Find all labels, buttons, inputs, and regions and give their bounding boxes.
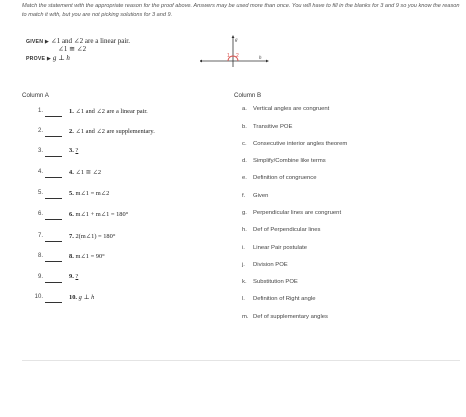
option-letter: h. (242, 227, 247, 233)
given-label: GIVEN (26, 39, 44, 45)
option-text: Consecutive interior angles theorem (253, 141, 348, 147)
row-number: 7. (37, 233, 43, 239)
answer-blank[interactable] (45, 198, 62, 199)
option-text: Linear Pair postulate (253, 245, 308, 251)
option-text: Definition of congruence (253, 175, 317, 181)
answer-blank[interactable] (45, 136, 62, 137)
statement-text: m∠1 + m∠1 = 180° (75, 211, 129, 218)
row-number: 4. (37, 169, 43, 175)
option-text: Substitution POE (253, 279, 298, 285)
row-number: 6. (37, 211, 43, 217)
list-item (242, 106, 329, 112)
given-arrow-icon: ▶ (44, 39, 50, 45)
statement-number: 10. (69, 294, 77, 301)
option-letter: m. (242, 314, 249, 320)
option-text: Def of Perpendicular lines (253, 227, 321, 233)
list-item (242, 141, 347, 147)
answer-blank[interactable] (45, 116, 62, 117)
given-line-2 (58, 45, 86, 53)
row-number: 9. (37, 274, 43, 280)
statement-number: 8. (69, 253, 74, 260)
option-letter: j. (242, 262, 245, 268)
statement (69, 107, 148, 115)
label-angle-2: 2 (236, 53, 239, 59)
statement-text: g ⊥ h (78, 294, 95, 301)
row-number: 10. (34, 294, 43, 300)
option-text: Def of supplementary angles (253, 314, 328, 320)
prove-arrow-icon: ▶ (46, 56, 52, 62)
option-letter: c. (242, 141, 247, 147)
answer-blank[interactable] (45, 177, 62, 178)
statement-number: 9. (69, 273, 74, 280)
statement-number: 3. (69, 147, 74, 154)
option-text: Given (253, 193, 269, 199)
option-text: Vertical angles are congruent (253, 106, 330, 112)
given-statement-2: ∠1 ≅ ∠2 (58, 45, 87, 53)
answer-blank[interactable] (45, 282, 62, 283)
prove-statement: g ⊥ h (52, 54, 70, 62)
list-item (242, 296, 316, 302)
option-letter: d. (242, 158, 247, 164)
statement-number: 1. (69, 108, 74, 115)
row-number: 8. (37, 253, 43, 259)
statement-text: ? (75, 147, 79, 154)
answer-blank[interactable] (45, 156, 62, 157)
answer-blank[interactable] (45, 219, 62, 220)
option-letter: e. (242, 175, 247, 181)
option-text: Division POE (253, 262, 288, 268)
given-line (26, 37, 130, 45)
statement (69, 168, 101, 176)
list-item (242, 124, 292, 130)
list-item (242, 210, 341, 216)
prove-label: PROVE (26, 56, 46, 62)
label-angle-1: 1 (227, 53, 230, 59)
option-letter: k. (242, 279, 247, 285)
answer-blank[interactable] (45, 241, 62, 242)
row-number: 1. (37, 108, 43, 114)
statement (69, 210, 128, 218)
row-number: 2. (37, 128, 43, 134)
statement (69, 147, 78, 154)
option-letter: i. (242, 245, 245, 251)
statement-text: ∠1 and ∠2 are a linear pair. (75, 108, 148, 115)
option-text: Perpendicular lines are congruent (253, 210, 342, 216)
statement (69, 273, 78, 280)
row-number: 5. (37, 190, 43, 196)
statement-text: ? (75, 273, 79, 280)
statement (69, 252, 105, 260)
option-text: Simplify/Combine like terms (253, 158, 326, 164)
line-g-arrowhead (232, 35, 235, 38)
statement-text: ∠1 and ∠2 are supplementary. (75, 128, 155, 135)
statement-text: ∠1 ≅ ∠2 (75, 169, 102, 176)
statement-number: 6. (69, 211, 74, 218)
option-letter: f. (242, 193, 246, 199)
statement-text: 2(m∠1) = 180° (75, 233, 116, 240)
statement (69, 189, 109, 197)
option-letter: l. (242, 296, 245, 302)
list-item (242, 227, 320, 233)
line-h-arrowhead-left (200, 60, 202, 63)
statement-number: 2. (69, 128, 74, 135)
list-item (242, 193, 268, 199)
list-item (242, 175, 317, 181)
statement-number: 7. (69, 233, 74, 240)
statement-text: m∠1 = m∠2 (75, 190, 110, 197)
list-item (242, 262, 288, 268)
option-letter: b. (242, 124, 247, 130)
answer-blank[interactable] (45, 302, 62, 303)
option-letter: g. (242, 210, 247, 216)
perpendicular-lines-diagram (200, 33, 270, 69)
statement-number: 5. (69, 190, 74, 197)
statement (69, 127, 155, 135)
list-item (242, 158, 326, 164)
statement-number: 4. (69, 169, 74, 176)
option-letter: a. (242, 106, 247, 112)
line-h-arrowhead-right (266, 60, 269, 63)
instructions-text: Match the statement with the appropriate reason for the proof above. Answers may be used more than once. You will have to fill in the blanks for 3 and 9 so you know the reason to match it with, but you are not picking solutions for 3 and 9. (22, 3, 460, 18)
prove-line (26, 54, 70, 62)
option-text: Definition of Right angle (253, 296, 316, 302)
list-item (242, 245, 307, 251)
answer-blank[interactable] (45, 261, 62, 262)
given-statement-1: ∠1 and ∠2 are a linear pair. (50, 37, 130, 45)
column-b-heading: Column B (234, 92, 262, 99)
list-item (242, 314, 328, 320)
statement (69, 293, 94, 301)
divider (22, 360, 460, 361)
row-number: 3. (37, 148, 43, 154)
column-a-heading: Column A (22, 92, 49, 99)
label-h: h (259, 56, 262, 61)
list-item (242, 279, 298, 285)
statement (69, 232, 115, 240)
label-g: g (235, 38, 238, 43)
statement-text: m∠1 = 90° (75, 253, 105, 260)
option-text: Transitive POE (253, 124, 293, 130)
